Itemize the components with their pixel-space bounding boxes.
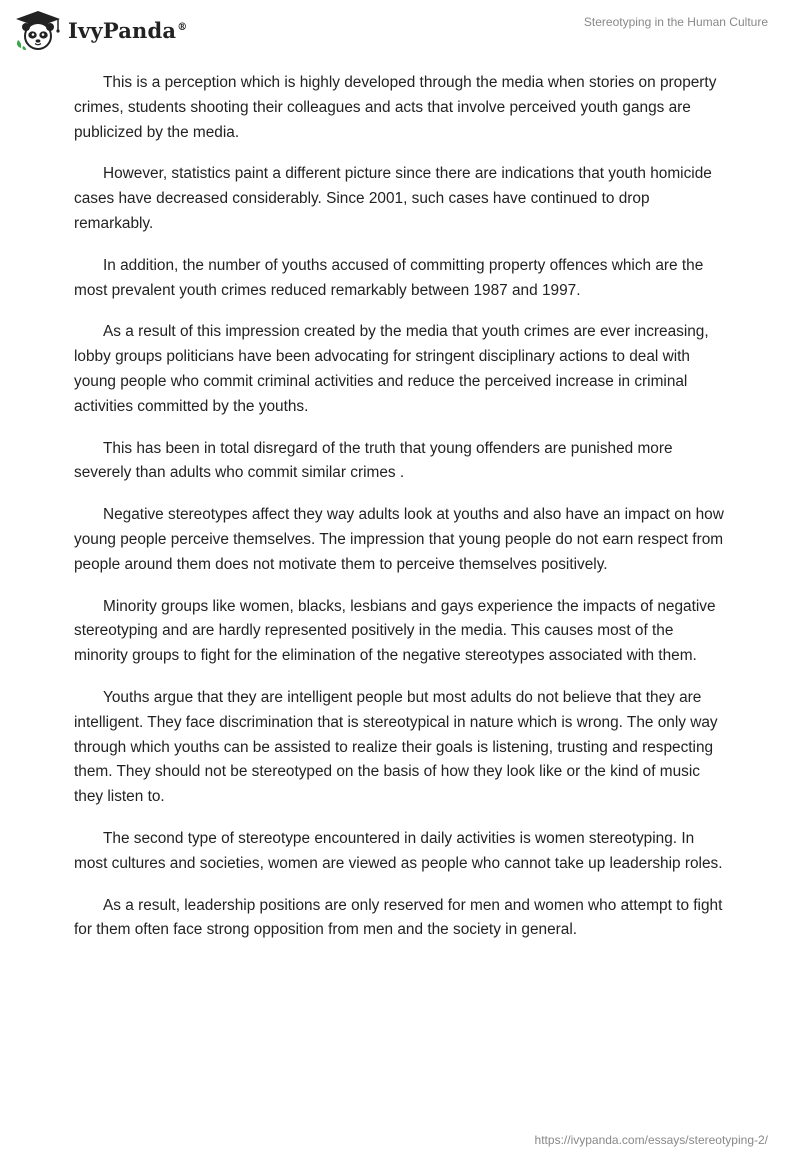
- logo-text: IvyPanda®: [68, 17, 188, 43]
- paragraph: As a result, leadership positions are only reserved for men and women who attempt to fight for them often face strong opposition from men and the society in general.: [74, 896, 723, 939]
- registered-mark: ®: [177, 21, 188, 33]
- paragraph: Youths argue that they are intelligent people but most adults do not believe that they are intelligent. They face discrimination that is stereotypical in nature which is wrong. The only way through which youths can be assisted to realize their goals is listening, trusting and respecting them. They should not be stereotyped on the basis of how they look like or the kind of music they listen to.: [74, 688, 718, 806]
- paragraph: In addition, the number of youths accused of committing property offences which are the most prevalent youth crimes reduced remarkably between 1987 and 1997.: [74, 256, 704, 299]
- paragraph: As a result of this impression created by the media that youth crimes are ever increasing, lobby groups politicians have been advocating for stringent disciplinary actions to deal with young people who commit criminal activities and reduce the perceived increase in criminal activities committed by the youths.: [74, 323, 709, 415]
- source-url[interactable]: https://ivypanda.com/essays/stereotyping-2/: [534, 1133, 768, 1147]
- paragraph: Minority groups like women, blacks, lesbians and gays experience the impacts of negative stereotyping and are hardly represented positively in the media. This causes most of the minority groups to fight for the elimination of the negative stereotypes associated with them.: [74, 597, 716, 665]
- page-header: [0, 0, 800, 60]
- paragraph: This is a perception which is highly developed through the media when stories on property crimes, students shooting their colleagues and acts that involve perceived youth gangs are publicized by the media.: [74, 74, 717, 141]
- essay-body: [74, 71, 726, 960]
- ivypanda-logo[interactable]: [14, 10, 187, 50]
- paragraph: However, statistics paint a different picture since there are indications that youth homicide cases have decreased considerably. Since 2001, such cases have continued to drop remarkably.: [74, 165, 712, 232]
- document-title: Stereotyping in the Human Culture: [583, 15, 768, 29]
- paragraph: The second type of stereotype encountered in daily activities is women stereotyping. In most cultures and societies, women are viewed as people who cannot take up leadership roles.: [74, 829, 723, 872]
- paragraph: This has been in total disregard of the truth that young offenders are punished more severely than adults who commit similar crimes .: [74, 439, 673, 482]
- paragraph: Negative stereotypes affect they way adults look at youths and also have an impact on how young people perceive themselves. The impression that young people do not earn respect from people around them does not motivate them to perceive themselves positively.: [74, 506, 724, 573]
- panda-logo-icon: [14, 10, 62, 50]
